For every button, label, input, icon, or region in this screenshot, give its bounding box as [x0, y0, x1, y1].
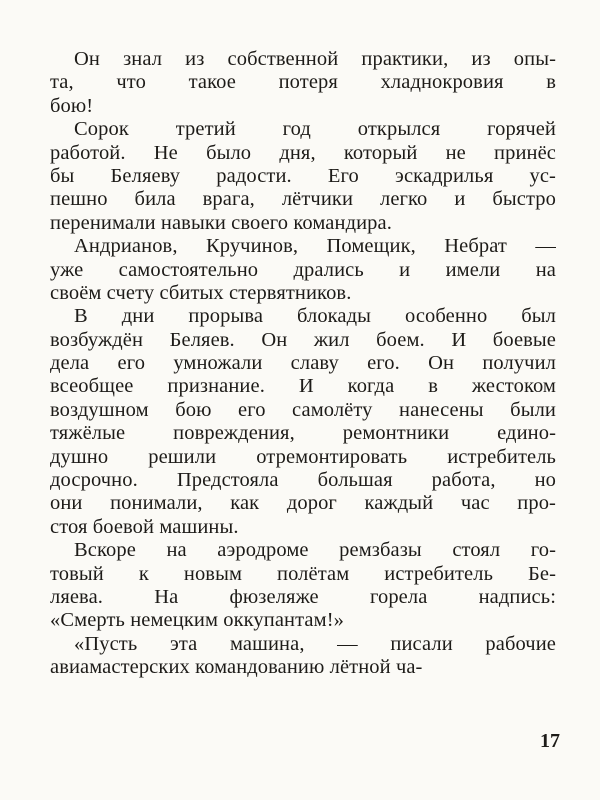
text-line: бы Беляеву радости. Его эскадрилья ус-: [50, 164, 556, 187]
text-line: В дни прорыва блокады особенно был: [74, 305, 556, 328]
text-line: «Смерть немецким оккупантам!»: [50, 609, 344, 632]
text-line: «Пусть эта машина, — писали рабочие: [74, 632, 556, 655]
paragraph: [50, 235, 556, 305]
text-line: уже самостоятельно дрались и имели на: [50, 258, 556, 281]
text-line: авиамастерских командованию лётной ча-: [50, 656, 423, 679]
text-line: бою!: [50, 94, 94, 117]
paragraph: [50, 633, 556, 680]
text-line: товый к новым полётам истребитель Бе-: [50, 562, 556, 585]
text-line: ляева. На фюзеляже горела надпись:: [50, 585, 556, 608]
text-line: тяжёлые повреждения, ремонтники едино-: [50, 422, 556, 445]
text-line: они понимали, как дорог каждый час про-: [50, 492, 556, 515]
page-number: 17: [540, 730, 560, 752]
text-line: стоя боевой машины.: [50, 515, 239, 538]
paragraph: [50, 118, 556, 235]
text-line: досрочно. Предстояла большая работа, но: [50, 469, 556, 492]
paragraph: [50, 539, 556, 633]
text-line: воздушном бою его самолёту нанесены были: [50, 398, 556, 421]
text-line: дела его умножали славу его. Он получил: [50, 352, 556, 375]
text-line: Андрианов, Кручинов, Помещик, Небрат —: [74, 235, 556, 258]
text-line: Сорок третий год открылся горячей: [74, 118, 556, 141]
text-line: возбуждён Беляев. Он жил боем. И боевые: [50, 328, 556, 351]
text-line: душно решили отремонтировать истребитель: [50, 445, 556, 468]
body-text: [50, 48, 556, 680]
paragraph: [50, 305, 556, 539]
text-line: всеобщее признание. И когда в жестоком: [50, 375, 556, 398]
text-line: работой. Не было дня, который не принёс: [50, 141, 556, 164]
paragraph: [50, 48, 556, 118]
text-line: перенимали навыки своего командира.: [50, 211, 392, 234]
text-line: Вскоре на аэродроме ремзбазы стоял го-: [74, 539, 556, 562]
text-line: Он знал из собственной практики, из опы-: [74, 48, 556, 70]
text-line: та, что такое потеря хладнокровия в: [50, 71, 556, 94]
text-line: пешно била врага, лётчики легко и быстро: [50, 188, 556, 211]
text-line: своём счету сбитых стервятников.: [50, 281, 352, 304]
